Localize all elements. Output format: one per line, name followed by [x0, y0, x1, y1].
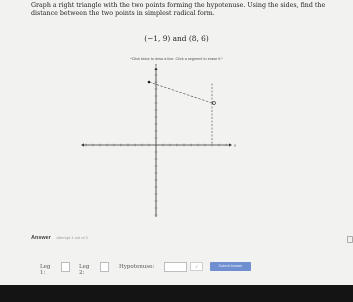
- answer-label: Answer: [31, 235, 51, 241]
- answer-header: [31, 235, 88, 241]
- y-axis-arrow-icon: [154, 67, 157, 70]
- sqrt-button[interactable]: √: [190, 262, 203, 271]
- plotted-point: [148, 81, 151, 84]
- x-axis-arrow-left-icon: [81, 143, 84, 146]
- leg1-input[interactable]: [61, 262, 70, 272]
- x-axis-label: x: [234, 142, 236, 148]
- hypotenuse-segment: [149, 82, 212, 103]
- x-axis-arrow-icon: [229, 143, 232, 146]
- attempt-text: Attempt 1 out of 2: [56, 235, 88, 240]
- question-prompt: Graph a right triangle with the two points forming the hypotenuse. Using the sides, find the distance between the two points in simplest radical form.: [31, 2, 326, 17]
- submit-answer-button[interactable]: Submit Answer: [210, 262, 251, 271]
- leg2-label: Leg 2:: [79, 264, 90, 276]
- question-points: (−1, 9) and (8, 6): [144, 34, 209, 43]
- leg2-input[interactable]: [100, 262, 109, 272]
- hypotenuse-label: Hypotenuse:: [119, 264, 155, 270]
- leg1-label: Leg 1:: [40, 264, 51, 276]
- plotted-point: [213, 102, 216, 105]
- bottom-bar: [0, 285, 353, 302]
- graph-hint: *Click twice to draw a line. Click a segment to erase it.*: [130, 57, 223, 61]
- y-axis-label: y: [155, 62, 157, 67]
- copy-icon[interactable]: [347, 236, 353, 243]
- hypotenuse-input[interactable]: [164, 262, 187, 272]
